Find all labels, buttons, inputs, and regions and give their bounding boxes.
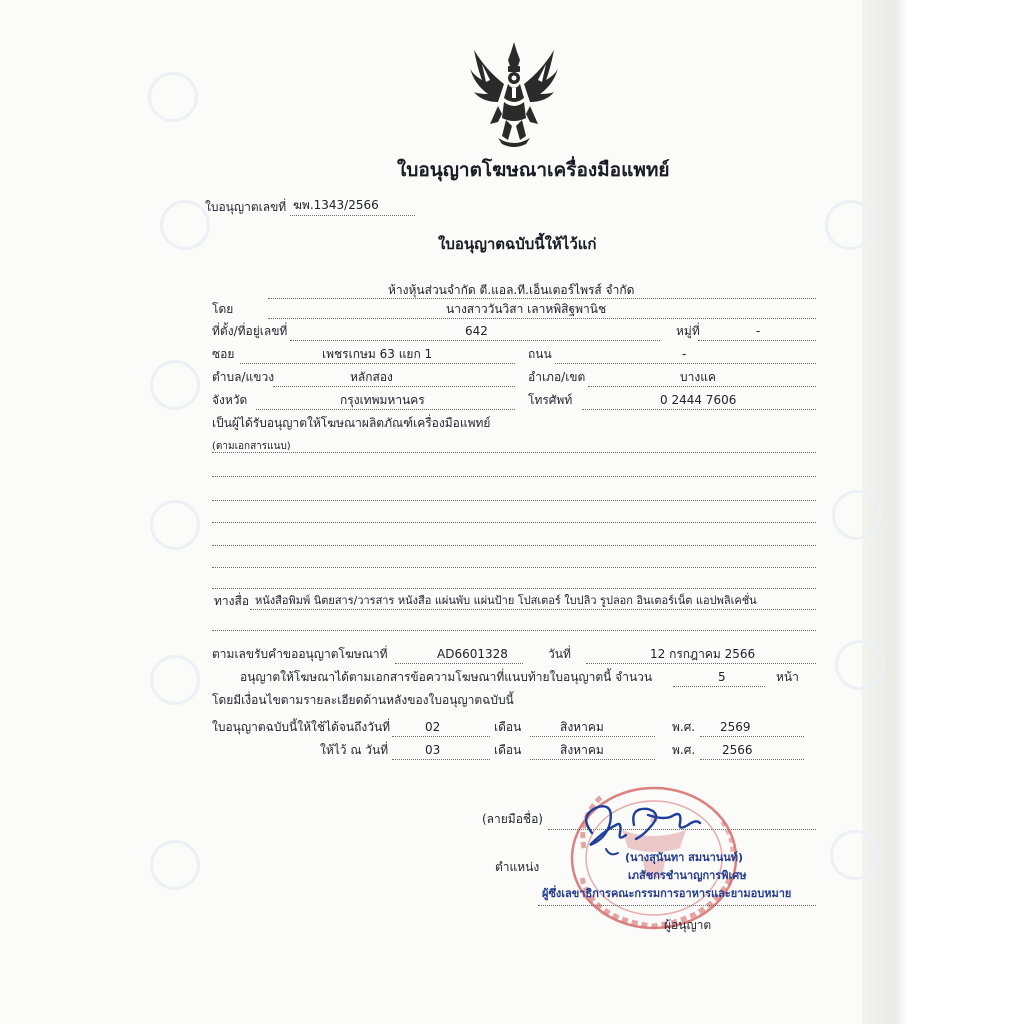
pages-line xyxy=(673,686,765,687)
by-label: โดย xyxy=(212,302,234,316)
tambon-value: หลักสอง xyxy=(350,370,393,384)
request-no-value: AD6601328 xyxy=(437,647,508,661)
signer-title: เภสัชกรชำนาญการพิเศษ xyxy=(628,869,747,882)
given-year-line xyxy=(700,759,804,760)
blank-line xyxy=(212,500,816,501)
request-date-label: วันที่ xyxy=(548,647,571,661)
blank-line xyxy=(212,630,816,631)
tambon-line xyxy=(273,386,515,387)
province-value: กรุงเทพมหานคร xyxy=(340,393,425,407)
conditions-text: โดยมีเงื่อนไขตามรายละเอียดด้านหลังของใบอนุญาตฉบับนี้ xyxy=(212,693,514,707)
given-month-line xyxy=(530,759,655,760)
watermark-seal xyxy=(150,500,200,550)
given-month: สิงหาคม xyxy=(560,743,604,757)
valid-year: 2569 xyxy=(720,720,751,734)
province-label: จังหวัด xyxy=(212,393,248,407)
issued-to-heading: ใบอนุญาตฉบับนี้ให้ไว้แก่ xyxy=(438,235,597,253)
pages-value: 5 xyxy=(718,670,726,684)
address-label: ที่ตั้ง/ที่อยู่เลขที่ xyxy=(212,324,288,338)
media-value: หนังสือพิมพ์ นิตยสาร/วารสาร หนังสือ แผ่นพับ แผ่นป้าย โปสเตอร์ ใบปลิว รูปลอก อินเตอร์เน็ต แอปพลิเคชั่น xyxy=(255,594,757,607)
licensor-label: ผู้อนุญาต xyxy=(664,918,712,932)
valid-month-label: เดือน xyxy=(494,720,522,734)
given-year: 2566 xyxy=(722,743,753,757)
license-no-value: ฆพ.1343/2566 xyxy=(293,198,379,212)
blank-line xyxy=(212,452,816,453)
company-line xyxy=(268,298,816,299)
address-line xyxy=(290,340,660,341)
amphoe-line xyxy=(588,386,816,387)
allow-text: อนุญาตให้โฆษณาได้ตามเอกสารข้อความโฆษณาที่แนบท้ายใบอนุญาตนี้ จำนวน xyxy=(240,670,653,684)
valid-year-label: พ.ศ. xyxy=(672,720,696,734)
valid-until-label: ใบอนุญาตฉบับนี้ให้ใช้ได้จนถึงวันที่ xyxy=(212,720,391,734)
road-label: ถนน xyxy=(528,347,552,361)
valid-month-line xyxy=(530,736,655,737)
by-value: นางสาววันวิสา เลาหพิสิฐพานิช xyxy=(446,302,607,316)
soi-value: เพชรเกษม 63 แยก 1 xyxy=(322,347,433,361)
road-value: - xyxy=(682,347,687,361)
blank-line xyxy=(212,522,816,523)
signer-name: (นางสุนันทา สมนานนท์) xyxy=(625,851,744,864)
watermark-seal xyxy=(150,840,200,890)
watermark-seal xyxy=(150,655,200,705)
phone-line xyxy=(582,409,816,410)
request-date-line xyxy=(586,663,816,664)
tambon-label: ตำบล/แขวง xyxy=(212,370,275,384)
request-no-label: ตามเลขรับคำขออนุญาตโฆษณาที่ xyxy=(212,647,388,661)
valid-year-line xyxy=(700,736,804,737)
moo-value: - xyxy=(756,324,761,338)
amphoe-value: บางแค xyxy=(680,370,716,384)
phone-label: โทรศัพท์ xyxy=(528,393,573,407)
given-day-line xyxy=(392,759,490,760)
valid-month: สิงหาคม xyxy=(560,720,604,734)
blank-line xyxy=(212,588,816,589)
position-label: ตำแหน่ง xyxy=(495,860,540,874)
pages-unit: หน้า xyxy=(776,670,799,684)
company-name: ห้างหุ้นส่วนจำกัด ตี.แอล.ที.เอ็นเตอร์ไพรส์ จำกัด xyxy=(388,283,635,297)
by-line xyxy=(268,318,816,319)
valid-day: 02 xyxy=(425,720,441,734)
media-line xyxy=(250,609,816,610)
watermark-seal xyxy=(832,490,882,540)
moo-label: หมู่ที่ xyxy=(676,324,700,338)
product-value: (ตามเอกสารแนบ) xyxy=(212,441,291,452)
blank-line xyxy=(212,567,816,568)
license-no-line xyxy=(290,215,415,216)
garuda-emblem-icon xyxy=(468,40,560,150)
phone-value: 0 2444 7606 xyxy=(660,393,737,407)
position-line xyxy=(538,905,816,906)
scan-edge xyxy=(862,0,1024,1024)
watermark-seal xyxy=(150,360,200,410)
moo-line xyxy=(698,340,816,341)
road-line xyxy=(555,363,816,364)
valid-day-line xyxy=(392,736,490,737)
product-label: เป็นผู้ได้รับอนุญาตให้โฆษณาผลิตภัณฑ์เครื่องมือแพทย์ xyxy=(212,416,491,430)
blank-line xyxy=(212,545,816,546)
document-title: ใบอนุญาตโฆษณาเครื่องมือแพทย์ xyxy=(397,159,670,181)
request-no-line xyxy=(395,663,523,664)
watermark-seal xyxy=(835,640,885,690)
media-label: ทางสื่อ xyxy=(214,594,250,608)
province-line xyxy=(256,409,515,410)
soi-line xyxy=(240,363,515,364)
given-month-label: เดือน xyxy=(494,743,522,757)
signature-label: (ลายมือชื่อ) xyxy=(482,812,543,826)
blank-line xyxy=(212,476,816,477)
watermark-seal xyxy=(160,200,210,250)
given-year-label: พ.ศ. xyxy=(672,743,696,757)
watermark-seal xyxy=(148,72,198,122)
given-day: 03 xyxy=(425,743,441,757)
given-on-label: ให้ไว้ ณ วันที่ xyxy=(320,743,389,757)
license-no-label: ใบอนุญาตเลขที่ xyxy=(205,200,287,214)
watermark-seal xyxy=(825,200,875,250)
amphoe-label: อำเภอ/เขต xyxy=(528,370,586,384)
address-value: 642 xyxy=(465,324,488,338)
signer-role: ผู้ซึ่งเลขาธิการคณะกรรมการอาหารและยามอบหมาย xyxy=(542,887,792,900)
request-date-value: 12 กรกฎาคม 2566 xyxy=(650,647,756,661)
watermark-seal xyxy=(830,830,880,880)
soi-label: ซอย xyxy=(212,347,235,361)
